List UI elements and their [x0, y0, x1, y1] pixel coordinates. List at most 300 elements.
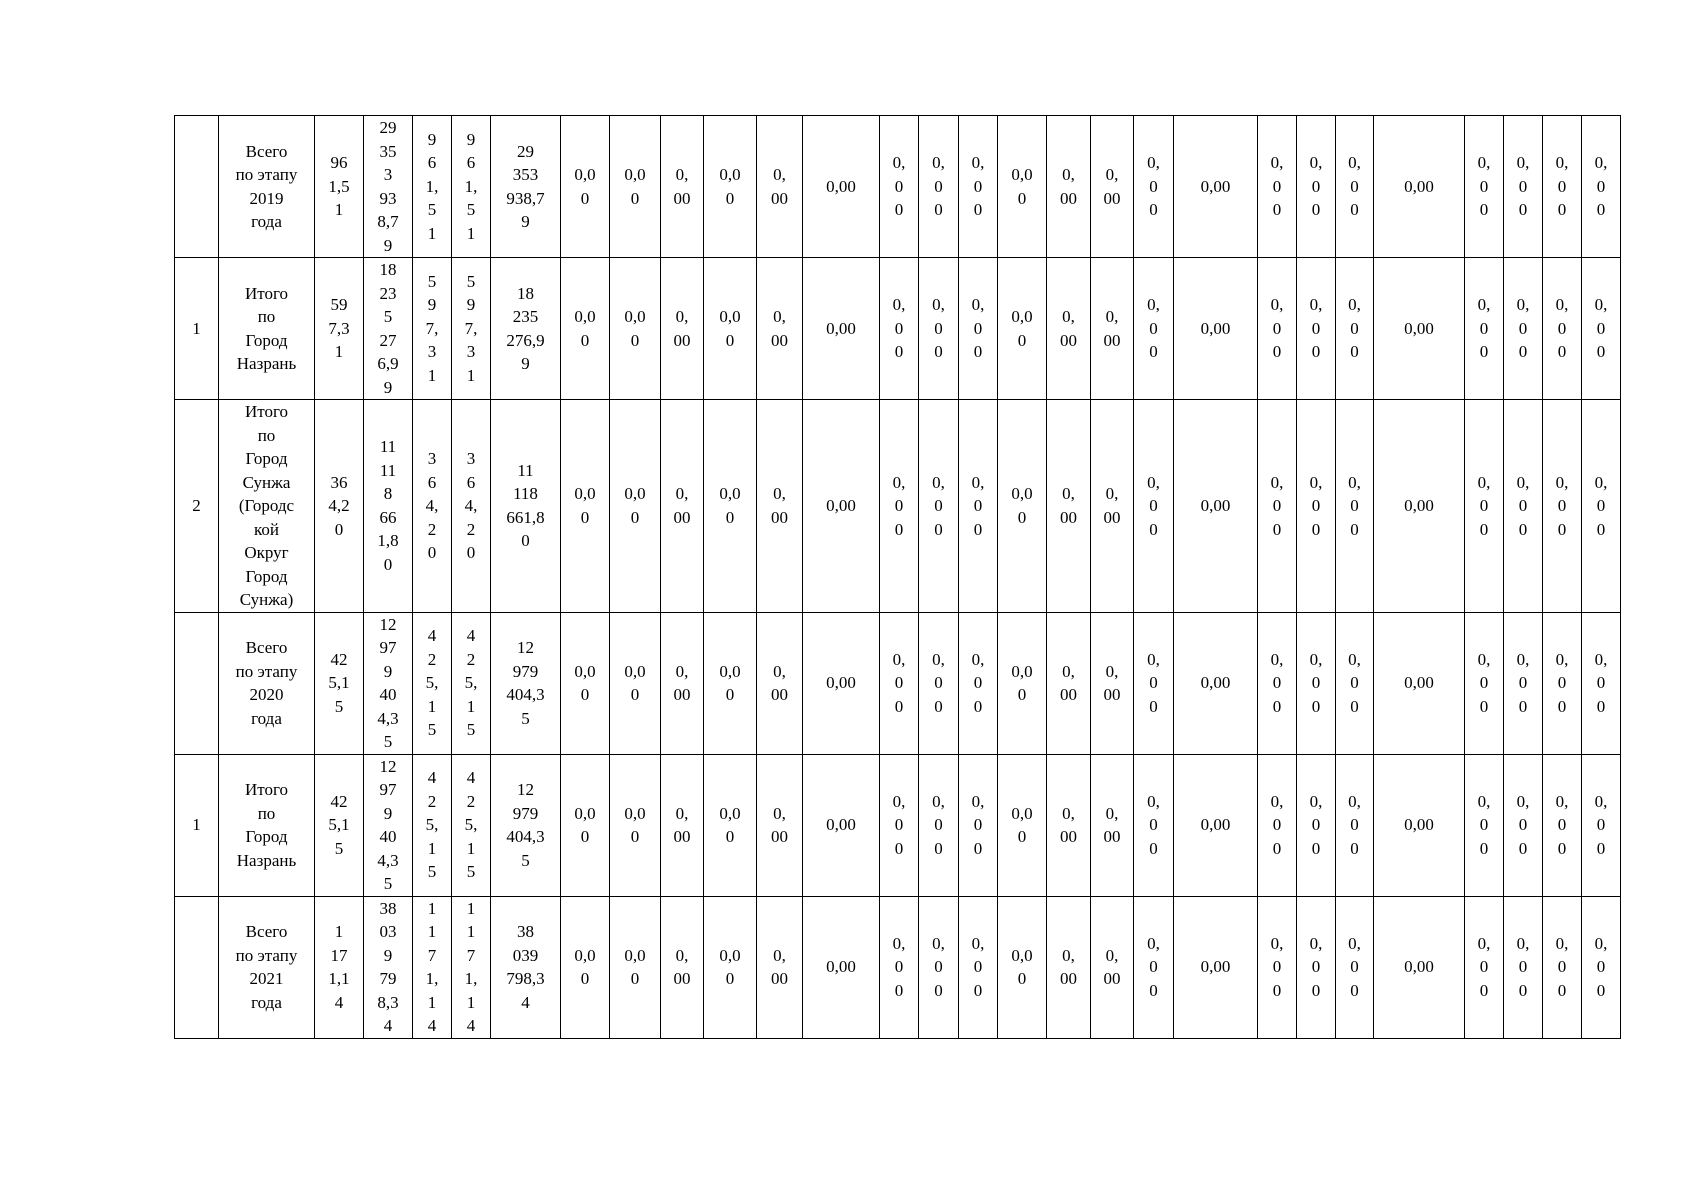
cell-text: 0, 00: [771, 945, 788, 988]
value-cell: [757, 754, 803, 896]
cell-text: 0, 00: [771, 803, 788, 846]
value-cell: [1134, 612, 1174, 754]
cell-text: 11 11 8 66 1,8 0: [377, 437, 399, 574]
row-total-2020: [175, 612, 1621, 754]
cell-text: 0, 0 0: [1309, 472, 1323, 539]
value-cell: [1258, 400, 1297, 613]
cell-text: 0,0 0: [624, 307, 646, 350]
value-cell: [1047, 612, 1091, 754]
value-cell: [1091, 754, 1134, 896]
cell-text: 0, 0 0: [1594, 295, 1608, 362]
value-cell: [1047, 116, 1091, 258]
value-cell: [1582, 116, 1621, 258]
cell-text: 18 23 5 27 6,9 9: [377, 260, 399, 397]
value-cell: [757, 896, 803, 1038]
value-cell: [998, 400, 1047, 613]
value-cell: [610, 754, 661, 896]
cell-text: 0, 0 0: [1270, 153, 1284, 220]
value-cell: [1258, 258, 1297, 400]
value-cell: [998, 116, 1047, 258]
value-cell: [1047, 258, 1091, 400]
value-cell: [491, 896, 561, 1038]
value-cell: [704, 400, 757, 613]
value-cell: [413, 258, 452, 400]
cell-text: 0, 0 0: [1348, 649, 1361, 716]
value-cell: [704, 896, 757, 1038]
cell-text: 0, 0 0: [1555, 472, 1569, 539]
cell-text: 0, 00: [1103, 484, 1121, 527]
cell-text: 0, 0 0: [971, 295, 985, 362]
row-number-cell: [175, 896, 219, 1038]
row-total-2019: [175, 116, 1621, 258]
cell-text: 9 6 1, 5 1: [425, 129, 439, 243]
cell-text: 3 6 4, 2 0: [464, 449, 478, 562]
cell-text: 0,0 0: [624, 165, 646, 208]
value-cell: [610, 400, 661, 613]
cell-text: 0,00: [1200, 318, 1231, 338]
value-cell: [364, 116, 413, 258]
cell-text: 0, 0 0: [1477, 791, 1491, 858]
cell-text: 0, 0 0: [1477, 472, 1491, 539]
value-cell: [315, 612, 364, 754]
cell-text: 0,0 0: [624, 803, 646, 846]
value-cell: [959, 116, 998, 258]
cell-text: 0, 0 0: [932, 295, 945, 362]
cell-text: 4 2 5, 1 5: [425, 626, 439, 740]
cell-text: 0, 00: [673, 803, 691, 846]
value-cell: [1297, 258, 1336, 400]
cell-text: 0, 0 0: [1147, 153, 1160, 220]
cell-text: 0,0 0: [624, 945, 646, 988]
row-total-2021: [175, 896, 1621, 1038]
value-cell: [1582, 612, 1621, 754]
cell-text: 0, 0 0: [932, 791, 945, 858]
cell-text: 0,0 0: [719, 945, 741, 988]
value-cell: [1504, 612, 1543, 754]
cell-text: 0,00: [1200, 957, 1231, 977]
value-cell: [880, 258, 919, 400]
value-cell: [610, 896, 661, 1038]
cell-text: 0,0 0: [719, 307, 741, 350]
cell-text: 18 235 276,9 9: [506, 283, 545, 373]
cell-text: 0,0 0: [1011, 307, 1033, 350]
value-cell: [803, 612, 880, 754]
value-cell: [1336, 258, 1374, 400]
value-cell: [998, 896, 1047, 1038]
cell-text: 0,0 0: [574, 307, 596, 350]
cell-text: 38 03 9 79 8,3 4: [377, 898, 399, 1035]
cell-text: 0, 0 0: [1348, 791, 1361, 858]
value-cell: [1091, 116, 1134, 258]
row-nazran-2020: [175, 754, 1621, 896]
value-cell: [704, 258, 757, 400]
value-cell: [1174, 896, 1258, 1038]
cell-text: 0, 00: [1103, 307, 1121, 350]
value-cell: [1336, 896, 1374, 1038]
row-label-cell: [219, 612, 315, 754]
value-cell: [491, 612, 561, 754]
cell-text: 0, 00: [771, 661, 788, 704]
value-cell: [1465, 896, 1504, 1038]
cell-text: 0, 0 0: [1477, 933, 1491, 1000]
cell-text: 0, 0 0: [1516, 153, 1530, 220]
value-cell: [1258, 896, 1297, 1038]
value-cell: [491, 400, 561, 613]
cell-text: 0, 00: [673, 165, 691, 208]
cell-text: 0, 00: [1103, 661, 1121, 704]
cell-text: 2: [192, 496, 201, 515]
value-cell: [1374, 116, 1465, 258]
cell-text: 1: [192, 318, 201, 338]
value-cell: [1297, 612, 1336, 754]
row-label-cell: [219, 400, 315, 613]
cell-text: 0, 0 0: [1516, 933, 1530, 1000]
value-cell: [561, 896, 610, 1038]
cell-text: 0, 0 0: [1147, 933, 1160, 1000]
cell-text: Всего по этапу 2020 года: [235, 638, 298, 728]
value-cell: [561, 258, 610, 400]
value-cell: [491, 116, 561, 258]
value-cell: [315, 116, 364, 258]
cell-text: 0, 0 0: [1516, 649, 1530, 716]
value-cell: [610, 116, 661, 258]
value-cell: [757, 612, 803, 754]
cell-text: 0,00: [826, 815, 856, 835]
row-label-cell: [219, 754, 315, 896]
value-cell: [661, 754, 704, 896]
value-cell: [1543, 258, 1582, 400]
value-cell: [919, 896, 959, 1038]
value-cell: [1374, 612, 1465, 754]
cell-text: 0, 0 0: [932, 153, 945, 220]
value-cell: [919, 258, 959, 400]
cell-text: Всего по этапу 2021 года: [235, 922, 298, 1012]
cell-text: 0, 00: [1103, 165, 1121, 208]
cell-text: 0, 0 0: [932, 933, 945, 1000]
value-cell: [1374, 400, 1465, 613]
value-cell: [315, 400, 364, 613]
cell-text: 0,00: [1200, 815, 1231, 835]
value-cell: [491, 754, 561, 896]
value-cell: [1297, 754, 1336, 896]
cell-text: 0, 0 0: [1270, 933, 1284, 1000]
cell-text: 0, 00: [1060, 165, 1077, 208]
value-cell: [1297, 896, 1336, 1038]
cell-text: 5 9 7, 3 1: [464, 271, 478, 385]
value-cell: [661, 258, 704, 400]
value-cell: [1582, 896, 1621, 1038]
value-cell: [413, 896, 452, 1038]
cell-text: 0, 0 0: [1594, 472, 1608, 539]
cell-text: 0,00: [1404, 957, 1434, 977]
cell-text: Итого по Город Назрань: [236, 283, 297, 373]
value-cell: [1134, 400, 1174, 613]
cell-text: 0, 0 0: [892, 295, 906, 362]
cell-text: 0, 00: [1060, 803, 1077, 846]
cell-text: 0,0 0: [719, 661, 741, 704]
value-cell: [1047, 400, 1091, 613]
value-cell: [1374, 258, 1465, 400]
value-cell: [959, 754, 998, 896]
cell-text: 0, 0 0: [1270, 472, 1284, 539]
cell-text: Итого по Город Назрань: [236, 780, 297, 870]
value-cell: [1091, 400, 1134, 613]
value-cell: [1091, 612, 1134, 754]
value-cell: [561, 400, 610, 613]
value-cell: [803, 896, 880, 1038]
value-cell: [757, 400, 803, 613]
value-cell: [1336, 400, 1374, 613]
cell-text: 9 6 1, 5 1: [464, 129, 478, 243]
value-cell: [1258, 612, 1297, 754]
value-cell: [803, 400, 880, 613]
value-cell: [1174, 612, 1258, 754]
cell-text: 0, 0 0: [1348, 472, 1361, 539]
cell-text: 0, 0 0: [1594, 933, 1608, 1000]
cell-text: 0,0 0: [1011, 484, 1033, 527]
cell-text: 0, 00: [1060, 945, 1077, 988]
cell-text: 0,0 0: [574, 165, 596, 208]
cell-text: 0, 0 0: [1147, 472, 1160, 539]
value-cell: [1374, 754, 1465, 896]
row-number-cell: [175, 258, 219, 400]
value-cell: [452, 612, 491, 754]
cell-text: 0, 0 0: [1147, 791, 1160, 858]
value-cell: [1336, 116, 1374, 258]
cell-text: 0, 0 0: [1309, 649, 1323, 716]
cell-text: 0,0 0: [719, 484, 741, 527]
cell-text: 0, 0 0: [1516, 791, 1530, 858]
cell-text: 0, 0 0: [1309, 791, 1323, 858]
value-cell: [919, 116, 959, 258]
value-cell: [452, 754, 491, 896]
cell-text: 0, 00: [673, 945, 691, 988]
value-cell: [1543, 754, 1582, 896]
value-cell: [315, 258, 364, 400]
value-cell: [1582, 400, 1621, 613]
value-cell: [803, 754, 880, 896]
value-cell: [661, 116, 704, 258]
cell-text: 0, 0 0: [1555, 791, 1569, 858]
cell-text: 0, 0 0: [1348, 295, 1361, 362]
cell-text: 0, 00: [1060, 307, 1077, 350]
cell-text: Итого по Город Сунжа (Городс кой Округ Город Сунжа): [238, 402, 295, 609]
cell-text: 1 1 7 1, 1 4: [464, 898, 478, 1035]
value-cell: [364, 400, 413, 613]
cell-text: 0, 00: [673, 307, 691, 350]
cell-text: 1: [192, 815, 201, 835]
value-cell: [1543, 612, 1582, 754]
value-cell: [880, 896, 919, 1038]
value-cell: [757, 116, 803, 258]
cell-text: 12 979 404,3 5: [506, 638, 545, 728]
value-cell: [413, 754, 452, 896]
value-cell: [1297, 400, 1336, 613]
cell-text: 0, 0 0: [971, 791, 985, 858]
cell-text: 1 17 1,1 4: [328, 922, 350, 1012]
budget-table: [174, 115, 1621, 1039]
cell-text: 0,0 0: [1011, 165, 1033, 208]
value-cell: [757, 258, 803, 400]
cell-text: 1 1 7 1, 1 4: [425, 898, 439, 1035]
cell-text: 59 7,3 1: [328, 295, 350, 362]
value-cell: [959, 258, 998, 400]
cell-text: 36 4,2 0: [328, 472, 350, 539]
cell-text: 0, 0 0: [1270, 649, 1284, 716]
cell-text: Всего по этапу 2019 года: [235, 141, 298, 231]
cell-text: 0, 0 0: [892, 649, 906, 716]
cell-text: 4 2 5, 1 5: [464, 768, 478, 882]
cell-text: 0,00: [1404, 318, 1434, 338]
value-cell: [1465, 258, 1504, 400]
cell-text: 0, 0 0: [1477, 153, 1491, 220]
cell-text: 0,00: [1200, 673, 1231, 693]
value-cell: [1465, 754, 1504, 896]
cell-text: 0,00: [826, 957, 856, 977]
cell-text: 0, 0 0: [1555, 649, 1569, 716]
cell-text: 0,0 0: [1011, 661, 1033, 704]
cell-text: 0, 0 0: [1594, 153, 1608, 220]
cell-text: 42 5,1 5: [328, 791, 350, 858]
value-cell: [1504, 896, 1543, 1038]
value-cell: [413, 612, 452, 754]
value-cell: [661, 896, 704, 1038]
value-cell: [1336, 754, 1374, 896]
cell-text: 0,00: [826, 176, 856, 196]
cell-text: 0, 0 0: [971, 472, 985, 539]
value-cell: [919, 400, 959, 613]
cell-text: 0,00: [826, 673, 856, 693]
cell-text: 4 2 5, 1 5: [425, 768, 439, 882]
cell-text: 11 118 661,8 0: [506, 460, 545, 551]
cell-text: 12 979 404,3 5: [506, 780, 545, 870]
cell-text: 12 97 9 40 4,3 5: [377, 756, 399, 893]
value-cell: [364, 754, 413, 896]
value-cell: [1543, 116, 1582, 258]
value-cell: [1134, 258, 1174, 400]
value-cell: [1582, 754, 1621, 896]
value-cell: [561, 612, 610, 754]
value-cell: [1174, 116, 1258, 258]
cell-text: 0, 00: [673, 484, 691, 527]
cell-text: 0,00: [826, 496, 856, 515]
cell-text: 0, 0 0: [892, 153, 906, 220]
value-cell: [880, 612, 919, 754]
value-cell: [803, 116, 880, 258]
cell-text: 0,00: [1404, 673, 1434, 693]
row-number-cell: [175, 116, 219, 258]
value-cell: [1047, 754, 1091, 896]
cell-text: 0,0 0: [574, 945, 596, 988]
cell-text: 29 353 938,7 9: [506, 141, 545, 231]
cell-text: 29 35 3 93 8,7 9: [377, 118, 399, 255]
value-cell: [1582, 258, 1621, 400]
value-cell: [1174, 258, 1258, 400]
value-cell: [610, 612, 661, 754]
value-cell: [561, 754, 610, 896]
value-cell: [1504, 258, 1543, 400]
row-number-cell: [175, 754, 219, 896]
row-label-cell: [219, 896, 315, 1038]
cell-text: 0, 0 0: [932, 649, 945, 716]
cell-text: 0,00: [1200, 496, 1231, 515]
value-cell: [959, 400, 998, 613]
value-cell: [315, 754, 364, 896]
cell-text: 0, 00: [1060, 661, 1077, 704]
cell-text: 0, 00: [1103, 945, 1121, 988]
cell-text: 0, 0 0: [1147, 649, 1160, 716]
value-cell: [561, 116, 610, 258]
value-cell: [880, 400, 919, 613]
cell-text: 0, 0 0: [1309, 153, 1323, 220]
value-cell: [1504, 754, 1543, 896]
value-cell: [452, 258, 491, 400]
value-cell: [610, 258, 661, 400]
row-label-cell: [219, 116, 315, 258]
value-cell: [661, 400, 704, 613]
value-cell: [1543, 400, 1582, 613]
cell-text: 0, 0 0: [1555, 933, 1569, 1000]
value-cell: [880, 116, 919, 258]
value-cell: [1174, 400, 1258, 613]
cell-text: 0,0 0: [1011, 945, 1033, 988]
cell-text: 0,00: [1200, 176, 1231, 196]
cell-text: 0, 0 0: [892, 791, 906, 858]
cell-text: 0, 0 0: [1309, 933, 1323, 1000]
cell-text: 0, 0 0: [892, 472, 906, 539]
cell-text: 0, 0 0: [1309, 295, 1323, 362]
cell-text: 0, 0 0: [1348, 933, 1361, 1000]
cell-text: 0,00: [1404, 815, 1434, 835]
cell-text: 0, 0 0: [1348, 153, 1361, 220]
value-cell: [452, 400, 491, 613]
cell-text: 0, 0 0: [971, 153, 985, 220]
value-cell: [704, 116, 757, 258]
cell-text: 0, 0 0: [1594, 791, 1608, 858]
row-number-cell: [175, 400, 219, 613]
cell-text: 0, 00: [1060, 484, 1077, 527]
cell-text: 0,0 0: [624, 484, 646, 527]
cell-text: 4 2 5, 1 5: [464, 626, 478, 740]
cell-text: 42 5,1 5: [328, 649, 350, 716]
value-cell: [1134, 896, 1174, 1038]
value-cell: [998, 612, 1047, 754]
value-cell: [1091, 258, 1134, 400]
cell-text: 0, 0 0: [971, 649, 985, 716]
value-cell: [880, 754, 919, 896]
cell-text: 38 039 798,3 4: [506, 922, 545, 1012]
cell-text: 0,0 0: [1011, 803, 1033, 846]
cell-text: 0, 0 0: [1555, 153, 1569, 220]
cell-text: 0,00: [1404, 496, 1434, 515]
cell-text: 96 1,5 1: [328, 153, 350, 220]
value-cell: [364, 612, 413, 754]
cell-text: 0,0 0: [574, 803, 596, 846]
cell-text: 0, 0 0: [932, 472, 945, 539]
cell-text: 0, 00: [771, 484, 788, 527]
value-cell: [704, 612, 757, 754]
value-cell: [1374, 896, 1465, 1038]
value-cell: [315, 896, 364, 1038]
value-cell: [1258, 754, 1297, 896]
value-cell: [364, 896, 413, 1038]
row-sunzha-2019: [175, 400, 1621, 613]
cell-text: 5 9 7, 3 1: [425, 271, 439, 385]
row-number-cell: [175, 612, 219, 754]
value-cell: [704, 754, 757, 896]
value-cell: [998, 258, 1047, 400]
cell-text: 0, 00: [1103, 803, 1121, 846]
